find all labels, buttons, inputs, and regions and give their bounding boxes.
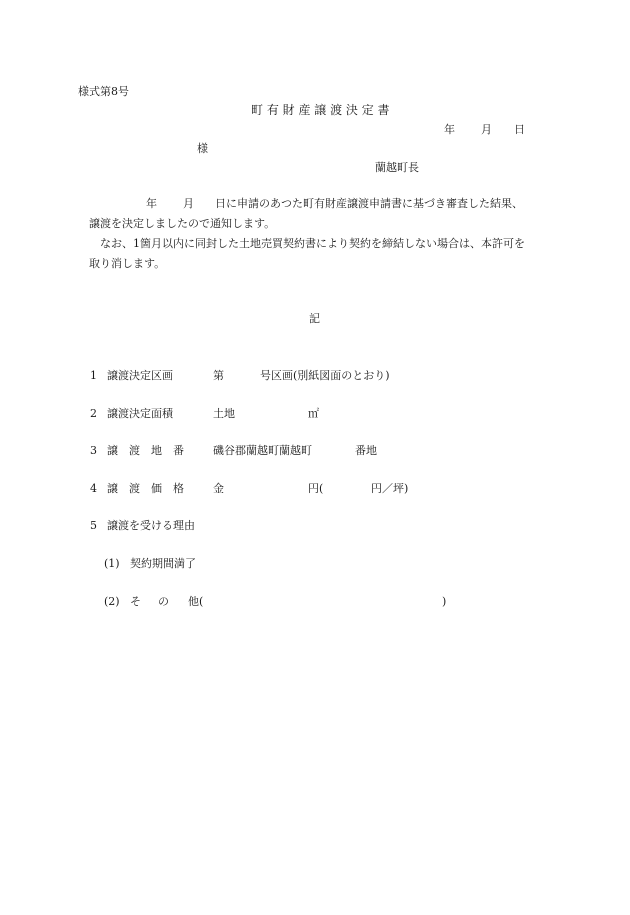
reason2-no: の [158, 595, 169, 608]
item2-label: 譲渡決定面積 [107, 407, 173, 420]
item4-yen-open: 円( [308, 482, 324, 495]
item2-number: 2 [90, 407, 97, 420]
item2-land-label: 土地 [213, 407, 235, 420]
item3-label: 譲 渡 地 番 [107, 444, 184, 457]
ki-heading: 記 [309, 312, 320, 325]
item4-per-tsubo: 円／坪) [371, 482, 409, 495]
reason2-number: (2) [104, 595, 120, 608]
reason1-number: (1) [104, 557, 120, 570]
body-line3-text: なお、1箇月以内に同封した土地売買契約書により契約を締結しない場合は、本許可を [100, 237, 525, 250]
item1-prefix: 第 [213, 369, 224, 382]
item4-label: 譲 渡 価 格 [107, 482, 184, 495]
item4-number: 4 [90, 482, 97, 495]
date-day-label: 日 [514, 123, 525, 136]
item1-number: 1 [90, 369, 97, 382]
form-number: 様式第8号 [78, 85, 129, 98]
body-line1-text: 日に申請のあつた町有財産譲渡申請書に基づき審査した結果、 [215, 197, 523, 210]
reason1-label: 契約期間満了 [130, 557, 196, 570]
body-line1-year: 年 [146, 197, 157, 210]
date-month-label: 月 [481, 123, 492, 136]
item5-label: 譲渡を受ける理由 [107, 519, 195, 532]
item4-kin: 金 [213, 482, 224, 495]
item3-address: 磯谷郡蘭越町蘭越町 [213, 444, 312, 457]
addressee-honorific: 様 [197, 142, 208, 155]
body-line1-month: 月 [183, 197, 194, 210]
item1-suffix: 号区画(別紙図面のとおり) [260, 369, 390, 382]
reason2-close-paren: ) [442, 595, 447, 608]
item3-number: 3 [90, 444, 97, 457]
body-line2-text: 譲渡を決定しましたので通知します。 [89, 217, 276, 230]
body-line4-text: 取り消します。 [89, 257, 166, 270]
date-year-label: 年 [444, 123, 455, 136]
item2-unit: ㎡ [308, 407, 319, 420]
reason2-so: そ [130, 595, 141, 608]
document-title: 町 有 財 産 譲 渡 決 定 書 [251, 103, 390, 117]
reason2-ta: 他( [188, 595, 204, 608]
issuer-name: 蘭越町長 [375, 161, 419, 174]
item5-number: 5 [90, 519, 97, 532]
item3-banchi: 番地 [355, 444, 377, 457]
item1-label: 譲渡決定区画 [107, 369, 173, 382]
